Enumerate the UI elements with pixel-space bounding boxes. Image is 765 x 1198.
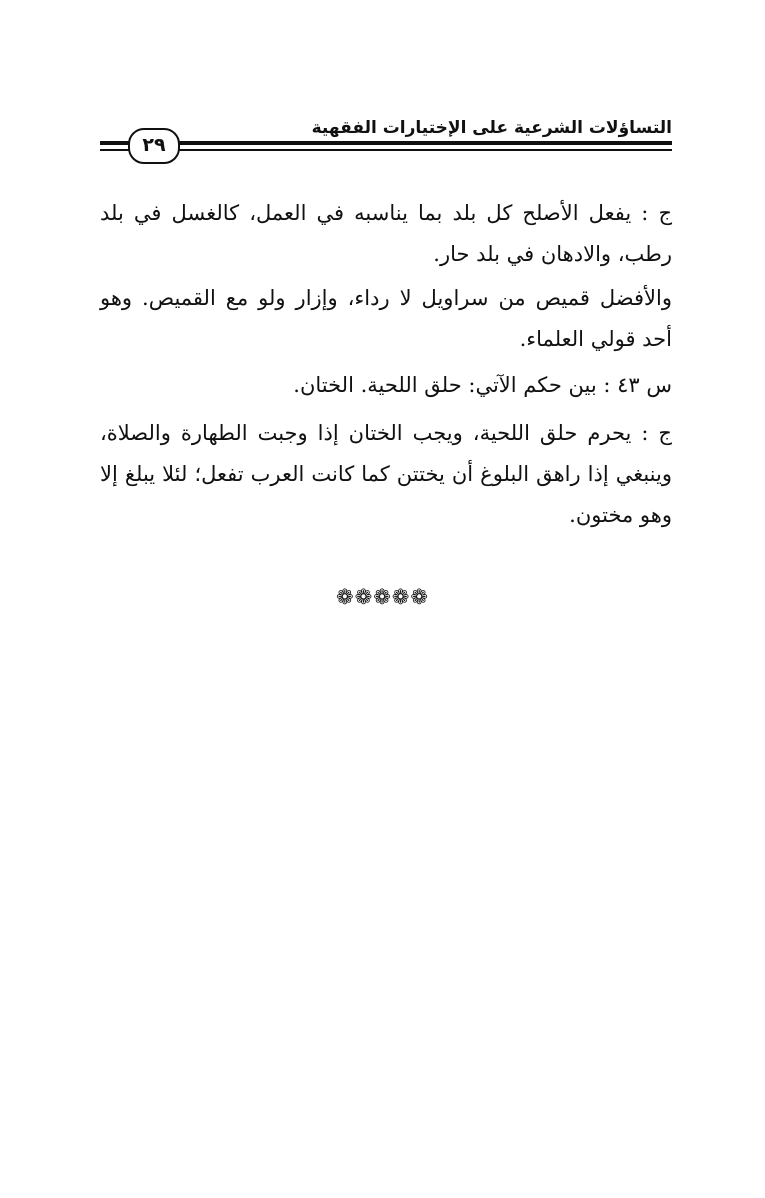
header-title: التساؤلات الشرعية على الإختيارات الفقهية [311,118,672,138]
page-number: ٢٩ [128,128,180,164]
running-header [100,112,672,152]
paragraph-question-43: س ٤٣ : بين حكم الآتي: حلق اللحية. الختان. [293,373,672,397]
paragraph-clothing: والأفضل قميص من سراويل لا رداء، وإزار ولو مع القميص. وهو أحد قولي العلماء. [100,286,672,351]
header-rule-thick [100,141,672,145]
section-ornament: ❁❁❁❁❁ [336,585,429,609]
paragraph-answer-1: ج : يفعل الأصلح كل بلد بما يناسبه في العمل، كالغسل في بلد رطب، والادهان في بلد حار. [100,201,672,266]
header-rule-thin [100,149,672,151]
paragraph-answer-43: ج : يحرم حلق اللحية، ويجب الختان إذا وجبت الطهارة والصلاة، وينبغي إذا راهق البلوغ أن يختتن كما كانت العرب تفعل؛ لئلا يبلغ إلا وهو مختون. [100,421,672,527]
